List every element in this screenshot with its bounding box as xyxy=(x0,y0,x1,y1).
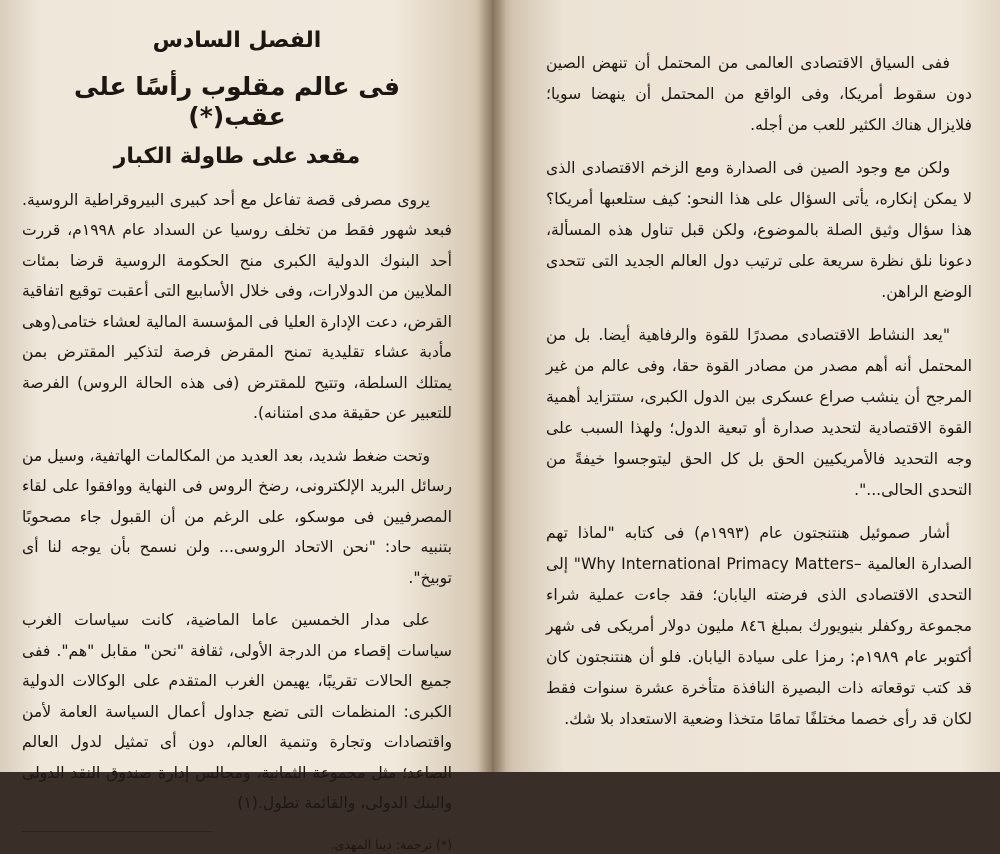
chapter-title: فى عالم مقلوب رأسًا على عقب(*) xyxy=(74,72,400,132)
footnote: (*) ترجمة: دينا المهدى. xyxy=(330,836,452,852)
paragraph: ولكن مع وجود الصين فى الصدارة ومع الزخم الاقتصادى الذى لا يمكن إنكاره، يأتى السؤال على هذا النحو: كيف ستلعبها أمريكا؟ هذا سؤال وثيق الصلة بالموضوع، ولكن قبل تناول هذه المسألة، دعونا نلق نظرة سريعة على ترتيب دول العالم الجديد التى تتحدى الوضع الراهن. xyxy=(546,159,972,301)
chapter-heading: الفصل السادس xyxy=(152,28,322,53)
right-page xyxy=(492,0,1000,772)
paragraph: ففى السياق الاقتصادى العالمى من المحتمل أن تنهض الصين دون سقوط أمريكا، وفى الواقع من المحتمل أن ينهضا سويا؛ فلايزال هناك الكثير للعب من أجله. xyxy=(546,54,972,134)
paragraph: "يعد النشاط الاقتصادى مصدرًا للقوة والرفاهية أيضا. بل من المحتمل أنه أهم مصدر من مصادر القوة حقا، وفى عالم من غير المرجح أن ينشب صراع عسكرى بين الدول الكبرى، ستتزايد أهمية القوة الاقتصادية لتحديد صدارة أو تبعية الدول؛ ولهذا السبب على وجه التحديد فالأمريكيين الحق بل كل الحق ليتوجسوا خيفةً من التحدى الحالى...". xyxy=(546,326,972,499)
footnote-divider xyxy=(22,831,212,832)
paragraph: يروى مصرفى قصة تفاعل مع أحد كبيرى البيروقراطية الروسية. فبعد شهور فقط من تخلف روسيا عن السداد عام ١٩٩٨م، قررت أحد البنوك الدولية الكبرى منح الحكومة الروسية قرضا بمئات الملايين من الدولارات، وفى خلال الأسابيع التى أعقبت توقيع اتفاقية القرض، دعت الإدارة العليا فى المؤسسة المالية لعشاء ختامى(وهى مأدبة عشاء تقليدية تمنح المقرض فرصة لتذكير المقترض بمن يمتلك السلطة، وتتيح للمقترض (فى هذه الحالة الروس) الفرصة للتعبير عن حقيقة مدى امتنانه). xyxy=(22,190,452,423)
paragraph: وتحت ضغط شديد، بعد العديد من المكالمات الهاتفية، وسيل من رسائل البريد الإلكترونى، رضخ الروس فى النهاية ووافقوا على لقاء المصرفيين فى موسكو، على الرغم من أن القبول جاء مصحوبًا بتنبيه حاد: "نحن الاتحاد الروسى... ولن نسمح بأن يوجه لنا أى توبيخ". xyxy=(22,446,452,587)
book-gutter xyxy=(478,0,506,772)
left-page xyxy=(0,0,492,852)
paragraph: على مدار الخمسين عاما الماضية، كانت سياسات الغرب سياسات إقصاء من الدرجة الأولى، ثقافة "نحن" مقابل "هم". ففى جميع الحالات تقريبًا، يهيمن الغرب المتقدم على الوكالات الدولية الكبرى: المنظمات التى تضع جداول أعمال السياسة العامة لأمن واقتصادات وتجارة وتنمية العالم، دون أى تمثيل لدول العالم الصاعد؛ مثل مجموعة الثمانية، ومجالس إدارة صندوق النقد الدولى والبنك الدولى، والقائمة تطول.(١) xyxy=(22,611,452,813)
section-subtitle: مقعد على طاولة الكبار xyxy=(113,144,361,170)
paragraph: أشار صموئيل هنتنجتون عام (١٩٩٣م) فى كتابه "لماذا تهم الصدارة العالمية –Why International Primacy Matters" إلى التحدى الاقتصادى الذى فرضته اليابان؛ فقد جاءت عملية شراء مجموعة روكفلر بنيويورك بمبلغ ٨٤٦ مليون دولار أمريكى فى شهر أكتوبر عام ١٩٨٩م: رمزا على سيادة اليابان. فلو أن هنتنجتون كان قد كتب توقعاته ذات البصيرة النافذة متأخرة عشرة سنوات فقط لكان قد رأى خصما مختلفًا تمامًا متخذا وضعية الاستعداد بلا شك. xyxy=(546,524,972,728)
